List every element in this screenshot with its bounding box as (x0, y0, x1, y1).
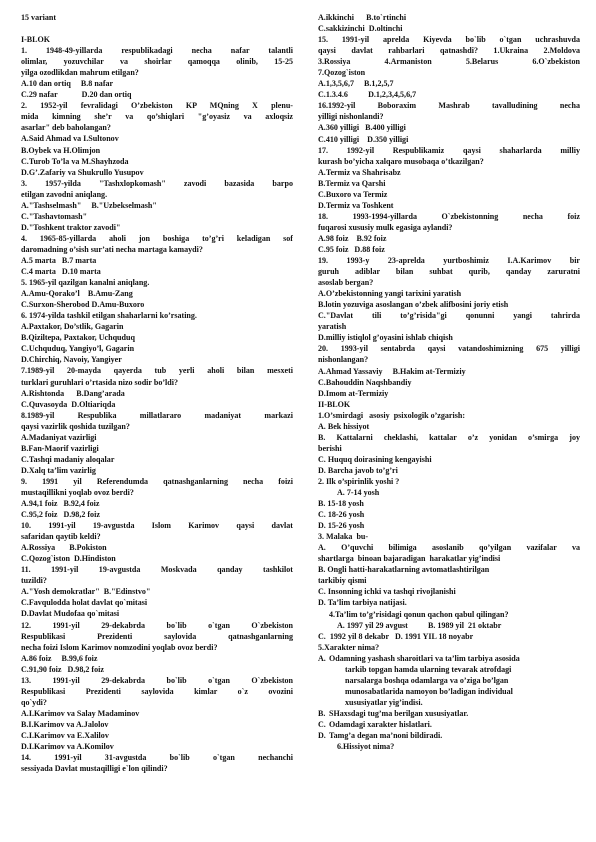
blank-line (21, 23, 293, 34)
text-line: C.sakkizinchi D.oltinchi (318, 24, 403, 34)
text-line: 5.Xarakter nima? (318, 642, 380, 652)
text-line: A."Tashselmash" B."Uzbekselmash" (21, 200, 157, 210)
text-line: 16.1992-yil Boboraxim Mashrab tavalludining necha (318, 101, 580, 111)
text-line: C.Uchquduq, Yangiyo’l, Gagarin (21, 344, 135, 354)
text-line: C."Tashavtomash" (21, 211, 88, 221)
option-text: Tamg’a degan ma’noni bildiradi. (329, 731, 443, 741)
text-line: 20. 1993-yil sentabrda qaysi vatandoshimizning 675 yilligi (318, 344, 580, 354)
text-line: daromadning o’sish sur’ati necha martaga kamaydi? (21, 244, 203, 254)
text-line: A. 1997 yil 29 avgust B. 1989 yil 21 oktabr (337, 620, 502, 630)
text-line: A.Termiz va Shahrisabz (318, 167, 401, 177)
text-line: kurash bo’yicha xalqaro musobaqa o’tkazilgan? (318, 156, 484, 166)
answer-option (318, 653, 580, 664)
text-line: xususiyatlar yig’indisi. (345, 697, 423, 707)
text-line: asarlar" deb baholangan? (21, 123, 111, 133)
text-line: 8.1989-yil Respublika millatlararo madaniyat markazi (21, 410, 293, 420)
text-line: C.Favqulodda holat davlat qo`mitasi (21, 598, 148, 608)
text-line: A.Madaniyat vazirligi (21, 432, 97, 442)
text-line: C.Buxoro va Termiz (318, 189, 388, 199)
text-line: A.Amu-Qorako’l B.Amu-Zang (21, 289, 133, 299)
text-line: A.Ahmad Yassaviy B.Hakim at-Termiziy (318, 366, 466, 376)
text-line: qaysi davlat rahbarlari qatnashdi? 1.Ukraina 2.Moldova (318, 46, 580, 56)
text-line: berishi (318, 443, 342, 453)
text-line: D. Ta’lim tarbiya natijasi. (318, 598, 407, 608)
text-line: 9. 1991 yil Referendumda qatnashganlarning necha foizi (21, 476, 293, 486)
text-line: B.Fan-Maorif vazirligi (21, 443, 99, 453)
text-line: tarkibiy qismi (318, 576, 367, 586)
text-line: D.Imom at-Termiziy (318, 388, 389, 398)
text-line: A. Bek hissiyot (318, 421, 370, 431)
text-line: 2. 1952-yil fevralidagi O’zbekiston KP MQning X plenu- (21, 101, 293, 111)
text-line: mustaqillikni yoqlab ovoz berdi? (21, 487, 134, 497)
text-line: C.Quvasoyda D.Oltiariqda (21, 399, 116, 409)
text-line: D.Chirchiq, Navoiy, Yangiyer (21, 355, 122, 365)
option-marker: B. (318, 708, 326, 718)
text-line: A.5 marta B.7 marta (21, 255, 97, 265)
text-line: C.I.Karimov va E.Xalilov (21, 731, 109, 740)
text-line: C. 1992 yil 8 dekabr D. 1991 YIL 18 noyabr (318, 631, 474, 641)
text-line: A.Said Ahmad va I.Sultonov (21, 134, 119, 144)
option-marker: C. (318, 720, 326, 729)
text-line: D."Toshkent traktor zavodi" (21, 222, 121, 232)
text-line: A.Paxtakor, Do’stlik, Gagarin (21, 322, 124, 332)
text-line: Respublikasi Prezidenti saylovida qatnashganlarning (21, 631, 293, 641)
text-line: 1. 1948-49-yillarda respublikadagi necha nafar talantli (21, 46, 293, 56)
text-line: 19. 1993-y 23-aprelda yurtboshimiz I.A.Karimov bir (318, 256, 580, 266)
text-line: 6.Hissiyot nima? (337, 742, 395, 752)
text-line: tuzildi? (21, 576, 47, 586)
text-line: D.G’.Zafariy va Shukrullo Yusupov (21, 167, 144, 177)
text-line: C.Tashqi madaniy aloqalar (21, 454, 115, 464)
text-line: C.4 marta D.10 marta (21, 267, 101, 277)
text-line: A.1,3,5,6,7 B.1,2,5,7 (318, 79, 394, 89)
option-marker: D. (318, 731, 326, 741)
text-line: 11. 1991-yil 19-avgustda Moskvada qanday tashkilot (21, 565, 293, 575)
text-line: 3.Rossiya 4.Armaniston 5.Belarus 6.O`zbekiston (318, 57, 580, 67)
text-line: qaysi vazirlik qoshida tuzilgan? (21, 421, 130, 431)
text-line: A. O’quvchi bilimiga asoslanib qo’yilgan vazifalar va (318, 543, 580, 553)
text-line: B.Oybek va H.Olimjon (21, 145, 101, 155)
option-marker: A. (318, 653, 326, 663)
text-line: C. 18-26 yosh (318, 510, 365, 520)
answer-option (318, 708, 580, 719)
text-line: A.I.Karimov va Salay Madaminov (21, 708, 140, 718)
text-line: A.10 dan ortiq B.8 nafar (21, 79, 114, 89)
text-line: I-BLOK (21, 35, 51, 45)
text-line: 15 variant (21, 13, 57, 22)
text-line: D. Barcha javob to’g’ri (318, 465, 398, 475)
option-text: SHaxsdagi tug’ma berilgan xususiyatlar. (329, 708, 469, 718)
option-text: Odamning yashash sharoitlari va ta’lim tarbiya asosida (329, 653, 520, 663)
text-line: B. Ongli hatti-harakatlarning avtomatlashtirilgan (318, 565, 490, 575)
text-line: turklari guruhlari o’rtasida nizo sodir bo’ldi? (21, 377, 179, 387)
text-line: 18. 1993-1994-yillarda O`zbekistonning necha foiz (318, 211, 580, 221)
text-line: 13. 1991-yil 29-dekabrda bo`lib o`tgan O`zbekiston (21, 675, 293, 685)
text-line: 10. 1991-yil 19-avgustda Islom Karimov qaysi davlat (21, 521, 293, 531)
text-line: B. 15-18 yosh (318, 499, 364, 509)
text-line: C.Qozog`iston D.Hindiston (21, 554, 116, 564)
answer-option (318, 730, 580, 741)
text-line: D.milliy istiqlol g’oyasini ishlab chiqish (318, 333, 453, 343)
text-line: D.Davlat Mudofaa qo`mitasi (21, 609, 120, 619)
text-line: 1.O’smirdagi asosiy psixologik o’zgarish: (318, 410, 466, 420)
text-line: 2. Ilk o’spirinlik yoshi ? (318, 476, 400, 486)
text-line: C.29 nafar D.20 dan ortiq (21, 90, 132, 100)
text-line: C.95,2 foiz D.98,2 foiz (21, 510, 100, 520)
text-line: A."Yosh demokratlar" B."Edinstvo" (21, 587, 151, 597)
text-line: B. Kattalarni cheklashi, kattalar o’z yonidan o’smirga joy (318, 432, 580, 442)
text-line: A.98 foiz B.92 foiz (318, 233, 387, 243)
text-line: 3. Malaka bu- (318, 532, 369, 542)
text-line: 15. 1991-yil aprelda Kiyevda bo`lib o`tgan uchrashuvda (318, 35, 580, 45)
text-line: guruh adiblar bilan suhbat qurib, qanday zaruratni (318, 267, 580, 277)
text-line: 5. 1965-yil qazilgan kanalni aniqlang. (21, 278, 150, 288)
text-line: A.Rishtonda B.Dang’arada (21, 388, 125, 398)
text-line: fuqarosi xususiy mulk egasiga aylandi? (318, 222, 453, 232)
text-line: 4. 1965-85-yillarda aholi jon boshiga to’g’ri keladigan sof (21, 233, 293, 243)
text-line: 6. 1974-yilda tashkil etilgan shaharlarni ko’rsating. (21, 311, 197, 321)
text-line: A. 7-14 yosh (337, 488, 380, 498)
text-line: 14. 1991-yil 31-avgustda bo`lib o`tgan nechanchi (21, 753, 293, 763)
text-line: II-BLOK (318, 399, 351, 409)
text-line: A.ikkinchi B.to`rtinchi (318, 13, 407, 22)
text-line: 12. 1991-yil 29-dekabrda bo`lib o`tgan O`zbekiston (21, 620, 293, 630)
left-column (21, 12, 293, 774)
answer-option (318, 719, 580, 730)
text-line: necha foizi Islom Karimov nomzodini yoqlab ovoz berdi? (21, 642, 218, 652)
text-line: B.Termiz va Qarshi (318, 178, 386, 188)
text-line: D.Termiz va Toshkent (318, 200, 394, 210)
text-line: A.94,1 foiz B.92,4 foiz (21, 499, 100, 509)
text-line: 3. 1957-yilda "Tashxlopkomash" zavodi bazasida barpo (21, 178, 293, 188)
text-line: asoslab bergan? (318, 278, 374, 288)
text-line: 7.1989-yil 20-mayda qayerda tub yerli aholi bilan mesxeti (21, 366, 293, 376)
text-line: tarkib topgan hamda ularning tevarak atrofdagi (345, 664, 512, 674)
text-line: sessiyada Davlat mustaqilligi e`lon qilindi? (21, 764, 168, 774)
text-line: A.Rossiya B.Pokiston (21, 543, 107, 553)
text-line: B.Qiziltepa, Paxtakor, Uchquduq (21, 333, 135, 343)
text-line: C.Turob To’la va M.Shayhzoda (21, 156, 129, 166)
text-line: C."Davlat tili to’g’risida"gi qonunni yangi tahrirda (318, 311, 580, 321)
text-line: yilligi nishonlandi? (318, 112, 384, 122)
text-line: Respublikasi Prezidenti saylovida kimlar o`z ovozini (21, 686, 293, 696)
text-line: narsalarga boshqa odamlarga va o’ziga bo’lgan (345, 675, 509, 685)
text-line: B.lotin yozuviga asoslangan o’zbek alifbosini joriy etish (318, 300, 509, 310)
text-line: yaratish (318, 322, 347, 332)
text-line: C. Insonning ichki va tashqi rivojlanishi (318, 587, 456, 597)
right-column (318, 12, 580, 752)
text-line: 7.Qozog`iston (318, 68, 366, 78)
text-line: nishonlangan? (318, 355, 369, 365)
text-line: C.Bahouddin Naqshbandiy (318, 377, 412, 387)
text-line: safaridan qaytib keldi? (21, 532, 101, 542)
text-line: olimlar, yozuvchilar va shoirlar qamoqqa olinib, 15-25 (21, 57, 293, 67)
text-line: qo`ydi? (21, 697, 47, 707)
text-line: etilgan zavodni aniqlang. (21, 189, 108, 199)
text-line: mida kimning she’r va qo’shiqlari "g’oyasiz va axloqsiz (21, 112, 293, 122)
text-line: D. 15-26 yosh (318, 521, 365, 531)
text-line: C.1.3.4.6 D.1,2,3,4,5,6,7 (318, 90, 417, 100)
text-line: B.I.Karimov va A.Jalolov (21, 719, 109, 729)
text-line: C. Huquq doirasining kengayishi (318, 454, 432, 464)
text-line: C.410 yilligi D.350 yilligi (318, 134, 409, 144)
text-line: munosabatlarida namoyon bo’ladigan individual (345, 686, 513, 696)
text-line: C.95 foiz D.88 foiz (318, 244, 385, 254)
text-line: 4.Ta’lim to’g’risidagi qonun qachon qabul qilingan? (329, 609, 509, 619)
text-line: 17. 1992-yil Respublikamiz qaysi shaharlarda milliy (318, 145, 580, 155)
text-line: D.Xalq ta’lim vazirlig (21, 465, 96, 475)
text-line: shartlarga binoan bajaradigan harakatlar yig’indisi (318, 554, 501, 564)
text-line: A.360 yilligi B.400 yilligi (318, 123, 406, 133)
option-text: Odamdagi xarakter hislatlari. (329, 720, 432, 729)
text-line: C.Surxon-Sherobod D.Amu-Buxoro (21, 300, 145, 310)
text-line: A.86 foiz B.99,6 foiz (21, 653, 98, 663)
text-line: C.91,90 foiz D.98,2 foiz (21, 664, 104, 674)
text-line: yilga ozodlikdan mahrum etilgan? (21, 68, 139, 78)
text-line: D.I.Karimov va A.Komilov (21, 742, 114, 752)
text-line: A.O’zbekistonning yangi tarixini yaratish (318, 289, 462, 299)
